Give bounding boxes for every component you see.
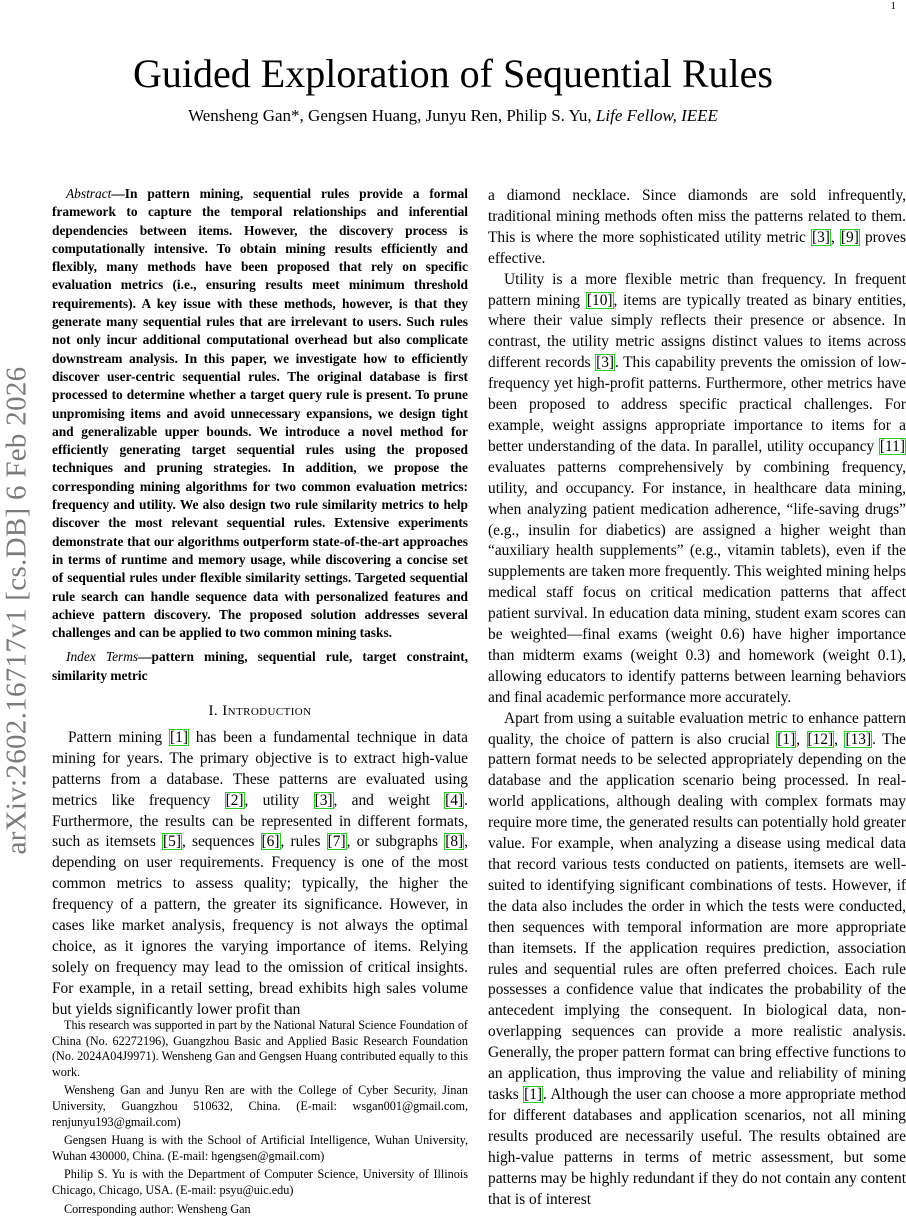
- paragraph-text: . Although the user can choose a more appropriate method for different databases and application scenarios, not all mining results produced are necessarily useful. The results obtained are high-value patterns in terms of metric assessment, but some patterns may be highly redundant if they do not contain any content that is of interest: [488, 1085, 906, 1208]
- arxiv-identifier-stamp[interactable]: [2, 310, 32, 910]
- intro-paragraph-3: [488, 270, 906, 709]
- abstract-text: In pattern mining, sequential rules provide a formal framework to capture the temporal relationships and inferential dependencies between items. However, the discovery process is computationally intensive. To obtain mining results efficiently and flexibly, many methods have been proposed that rely on specific evaluation metrics (i.e., ensuring results meet minimum threshold requirements). A key issue with these methods, however, is that they generate many sequential rules that are irrelevant to users. Such rules not only incur additional computational overhead but also complicate downstream analysis. In this paper, we investigate how to efficiently discover user-centric sequential rules. The original database is first processed to determine whether a target query rule is present. To prune unpromising items and avoid unnecessary expansions, we design tight and generalizable upper bounds. We introduce a novel method for efficiently generating target sequential rules using the proposed techniques and pruning strategies. In addition, we propose the corresponding mining algorithms for two common evaluation metrics: frequency and utility. We also design two rule similarity metrics to help discover the most relevant sequential rules. Extensive experiments demonstrate that our algorithms outperform state-of-the-art approaches in terms of runtime and memory usage, while discovering a concise set of sequential rules under flexible similarity settings. Targeted sequential rule search can handle sequence data with personalized features and achieve pattern discovery. The proposed solution addresses several challenges and can be applied to two common mining tasks.: [52, 186, 468, 641]
- paragraph-text: ,: [834, 730, 845, 748]
- citation-link[interactable]: [13]: [845, 730, 872, 748]
- intro-paragraph-2: [488, 186, 906, 270]
- citation-link[interactable]: [3]: [314, 791, 333, 809]
- paragraph-text: , or subgraphs: [346, 833, 445, 851]
- abstract-dash: —: [111, 186, 125, 201]
- citation-link[interactable]: [6]: [261, 833, 280, 851]
- paragraph-text: Utility is a more flexible metric than frequency. In frequent pattern mining: [488, 270, 906, 309]
- citation-link[interactable]: [12]: [807, 730, 834, 748]
- citation-link[interactable]: [1]: [170, 728, 188, 746]
- intro-paragraph-1: [52, 728, 468, 1021]
- citation-link[interactable]: [9]: [840, 228, 859, 246]
- page-number: 1: [890, 0, 896, 12]
- citation-link[interactable]: [1]: [524, 1085, 543, 1103]
- index-terms: [52, 648, 468, 685]
- citation-link[interactable]: [7]: [327, 833, 346, 851]
- paragraph-text: Apart from using a suitable evaluation metric to enhance pattern quality, the choice of pattern is also crucial: [488, 709, 906, 748]
- paragraph-text: , utility: [244, 791, 314, 809]
- citation-link[interactable]: [3]: [811, 228, 830, 246]
- citation-link[interactable]: [1]: [777, 730, 796, 748]
- paragraph-text: Pattern mining: [68, 728, 169, 746]
- left-column: [52, 185, 468, 1021]
- paragraph-text: a diamond necklace. Since diamonds are sold infrequently, traditional mining methods often miss the patterns related to them. This is where the more sophisticated utility metric: [488, 187, 906, 246]
- citation-link[interactable]: [5]: [163, 833, 181, 851]
- abstract: [52, 185, 468, 642]
- citation-link[interactable]: [4]: [445, 791, 464, 809]
- section-title: Introduction: [222, 703, 312, 720]
- paragraph-text: , and weight: [333, 791, 445, 809]
- paragraph-text: , sequences: [181, 833, 261, 851]
- author-names: Wensheng Gan*, Gengsen Huang, Junyu Ren, Philip S. Yu,: [188, 106, 596, 125]
- right-column: [488, 186, 906, 1210]
- index-terms-text: pattern mining, sequential rule, target constraint, similarity metric: [52, 649, 468, 683]
- footnote-funding: This research was supported in part by the National Natural Science Foundation of China (No. 62272196), Guangzhou Basic and Applied Basic Research Foundation (No. 2024A04J9971). Wensheng Gan and Gengsen Huang contributed equally to this work.: [52, 1018, 468, 1079]
- author-line: [0, 104, 906, 128]
- citation-link[interactable]: [8]: [445, 833, 464, 851]
- citation-link[interactable]: [10]: [586, 291, 613, 309]
- paragraph-text: . This capability prevents the omission of low-frequency yet high-profit patterns. Furthermore, other metrics have been proposed to address specific practical challenges. For example, weight assigns appropriate importance to items for a better understanding of the data. In parallel, utility occupancy: [488, 354, 906, 455]
- section-number: I.: [208, 703, 219, 720]
- footnote-affiliation-gan-ren: Wensheng Gan and Junyu Ren are with the College of Cyber Security, Jinan University, Guangzhou 510632, China. (E-mail: wsgan001@gmail.com, renjunyu193@gmail.com): [52, 1083, 468, 1129]
- footnotes: [52, 1018, 468, 1220]
- footnote-corresponding-author: Corresponding author: Wensheng Gan: [64, 1201, 251, 1216]
- paragraph-text: proves effective.: [488, 228, 906, 267]
- paragraph-text: evaluates patterns comprehensively by combining frequency, utility, and occupancy. For instance, in healthcare data mining, when analyzing patient medication adherence, “life-saving drugs” (e.g., insulin for diabetics) are assigned a higher weight than “auxiliary health supplements” (e.g., vitamin tablets), even if the supplements are taken more frequently. This weighted mining helps medical staff focus on critical medication patterns that affect patient survival. In education data mining, student exam scores can be weighted—final exams (weight 0.6) have higher importance than midterm exams (weight 0.3) and homework (weight 0.1), allowing educators to identify patterns between learning behaviors and final academic performance more accurately.: [488, 458, 906, 706]
- footnote-affiliation-huang: Gengsen Huang is with the School of Artificial Intelligence, Wuhan University, Wuhan 430000, China. (E-mail: hgengsen@gmail.com): [52, 1133, 468, 1163]
- abstract-label: Abstract: [66, 186, 112, 201]
- paragraph-text: . The pattern format needs to be selected appropriately depending on the database and the application scenario being processed. In real-world applications, although dealing with complex formats may require more time, the generated results can potentially hold greater value. For example, when analyzing a disease using medical data that record various tests conducted on patients, itemsets are well-suited to identifying significant combinations of tests. However, if the data also includes the order in which the tests were conducted, then sequences with temporal information are more appropriate than itemsets. If the application requires prediction, association rules and sequential rules are often preferred choices. Each rule possesses a confidence value that indicates the probability of the antecedent implying the consequent. In biological data, non-overlapping sequences can provide a more realistic analysis. Generally, the proper pattern format can bring effective functions to an application, thus improving the value and reliability of mining tasks: [488, 730, 906, 1103]
- paragraph-text: . Furthermore, the results can be represented in different formats, such as itemsets: [52, 791, 468, 851]
- paragraph-text: , items are typically treated as binary entities, where their value simply reflects their presence or absence. In contrast, the utility metric assigns distinct values to items across different records: [488, 291, 906, 372]
- section-heading-introduction: [52, 701, 468, 722]
- paragraph-text: has been a fundamental technique in data mining for years. The primary objective is to extract high-value patterns from a database. These patterns are evaluated using metrics like frequency: [52, 728, 468, 809]
- arxiv-identifier-text: arXiv:2602.16717v1 [cs.DB] 6 Feb 2026: [0, 366, 33, 854]
- footnote-affiliation-yu: Philip S. Yu is with the Department of Computer Science, University of Illinois Chicago, Chicago, USA. (E-mail: psyu@uic.edu): [52, 1167, 468, 1197]
- index-terms-dash: —: [138, 649, 152, 665]
- paragraph-text: ,: [796, 730, 807, 748]
- index-terms-label: Index Terms: [66, 649, 139, 665]
- intro-paragraph-4: [488, 709, 906, 1211]
- citation-link[interactable]: [3]: [596, 354, 615, 372]
- paper-title: Guided Exploration of Sequential Rules: [133, 51, 773, 96]
- paragraph-text: , rules: [280, 833, 327, 851]
- author-fellowship: Life Fellow, IEEE: [595, 106, 718, 125]
- citation-link[interactable]: [2]: [225, 791, 244, 809]
- paragraph-text: , depending on user requirements. Frequency is one of the most common metrics to assess quality; typically, the higher the frequency of a pattern, the greater its significance. However, in cases like market analysis, frequency is not always the optimal choice, as it ignores the varying importance of items. Relying solely on frequency may lead to the omission of critical insights. For example, in a retail setting, bread exhibits high sales volume but yields significantly lower profit than: [52, 833, 468, 1018]
- citation-link[interactable]: [11]: [879, 437, 905, 455]
- paragraph-text: ,: [830, 228, 840, 246]
